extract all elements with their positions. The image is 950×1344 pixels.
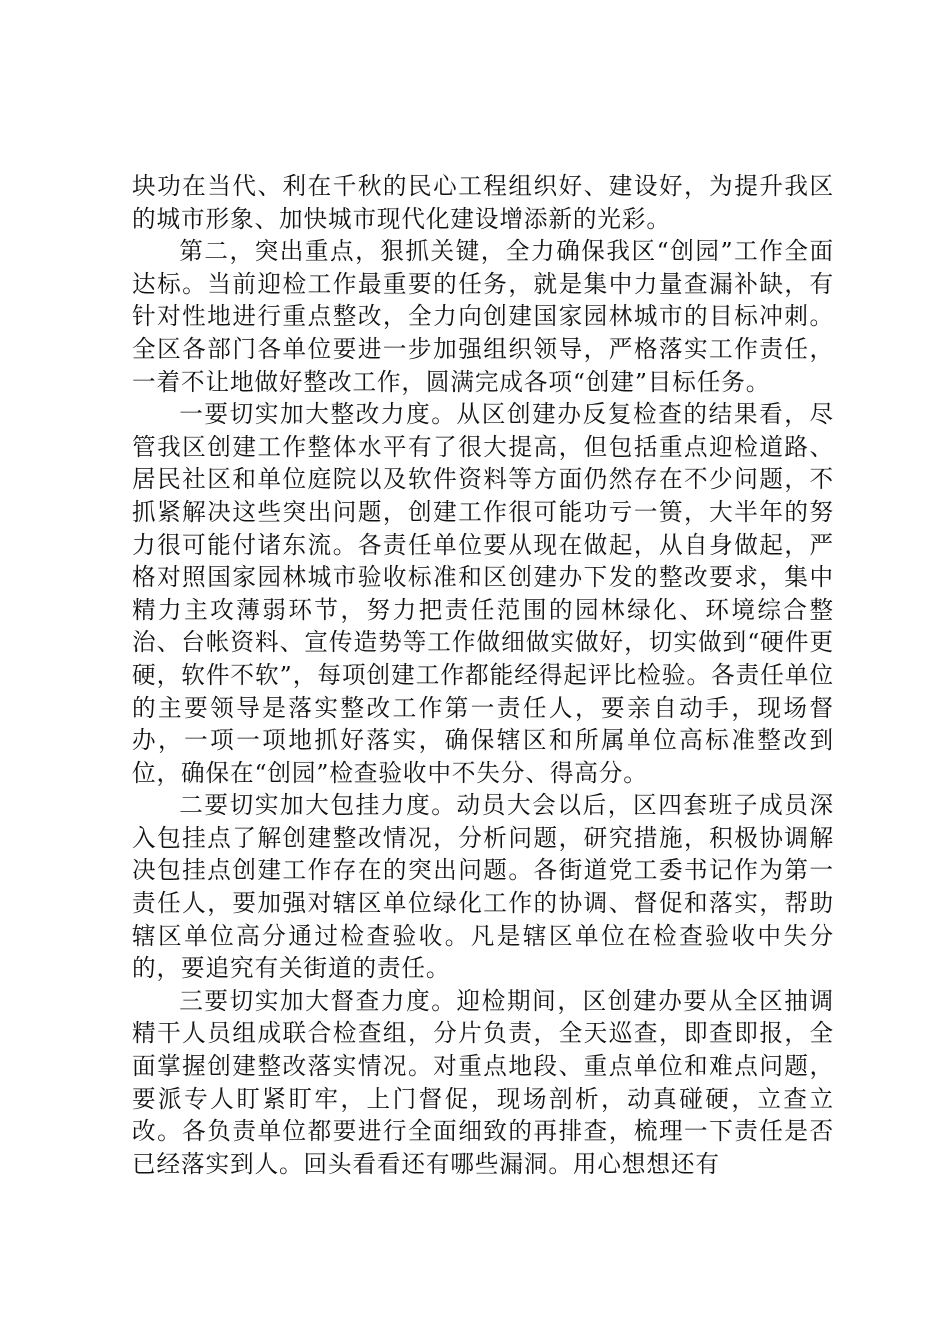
paragraph-responsibility: 二要切实加大包挂力度。动员大会以后，区四套班子成员深入包挂点了解创建整改情况，分析问题，研究措施，积极协调解决包挂点创建工作存在的突出问题。各街道党工委书记作为第一责任人，要加强对辖区单位绿化工作的协调、督促和落实，帮助辖区单位高分通过检查验收。凡是辖区单位在检查验收中失分的，要追究有关街道的责任。 (132, 791, 834, 983)
paragraph-rectification: 一要切实加大整改力度。从区创建办反复检查的结果看，尽管我区创建工作整体水平有了很大提高，但包括重点迎检道路、居民社区和单位庭院以及软件资料等方面仍然存在不少问题，不抓紧解决这些突出问题，创建工作很可能功亏一篑，大半年的努力很可能付诸东流。各责任单位要从现在做起，从自身做起，严格对照国家园林城市验收标准和区创建办下发的整改要求，集中精力主攻薄弱环节，努力把责任范围的园林绿化、环境综合整治、台帐资料、宣传造势等工作做细做实做好，切实做到“硬件更硬，软件不软”，每项创建工作都能经得起评比检验。各责任单位的主要领导是落实整改工作第一责任人，要亲自动手，现场督办，一项一项地抓好落实，确保辖区和所属单位高标准整改到位，确保在“创园”检查验收中不失分、得高分。 (132, 400, 834, 787)
paragraph-second-point: 第二，突出重点，狠抓关键，全力确保我区“创园”工作全面达标。当前迎检工作最重要的任务，就是集中力量查漏补缺，有针对性地进行重点整改，全力向创建国家园林城市的目标冲刺。全区各部门各单位要进一步加强组织领导，严格落实工作责任，一着不让地做好整改工作，圆满完成各项“创建”目标任务。 (132, 237, 834, 396)
document-body (132, 170, 834, 1180)
paragraph-supervision: 三要切实加大督查力度。迎检期间，区创建办要从全区抽调精干人员组成联合检查组，分片负责，全天巡查，即查即报，全面掌握创建整改落实情况。对重点地段、重点单位和难点问题，要派专人盯紧盯牢，上门督促，现场剖析，动真碰硬，立查立改。各负责单位都要进行全面细致的再排查，梳理一下责任是否已经落实到人。回头看看还有哪些漏洞。用心想想还有 (132, 986, 834, 1178)
paragraph-continuation: 块功在当代、利在千秋的民心工程组织好、建设好，为提升我区的城市形象、加快城市现代化建设增添新的光彩。 (132, 172, 834, 233)
